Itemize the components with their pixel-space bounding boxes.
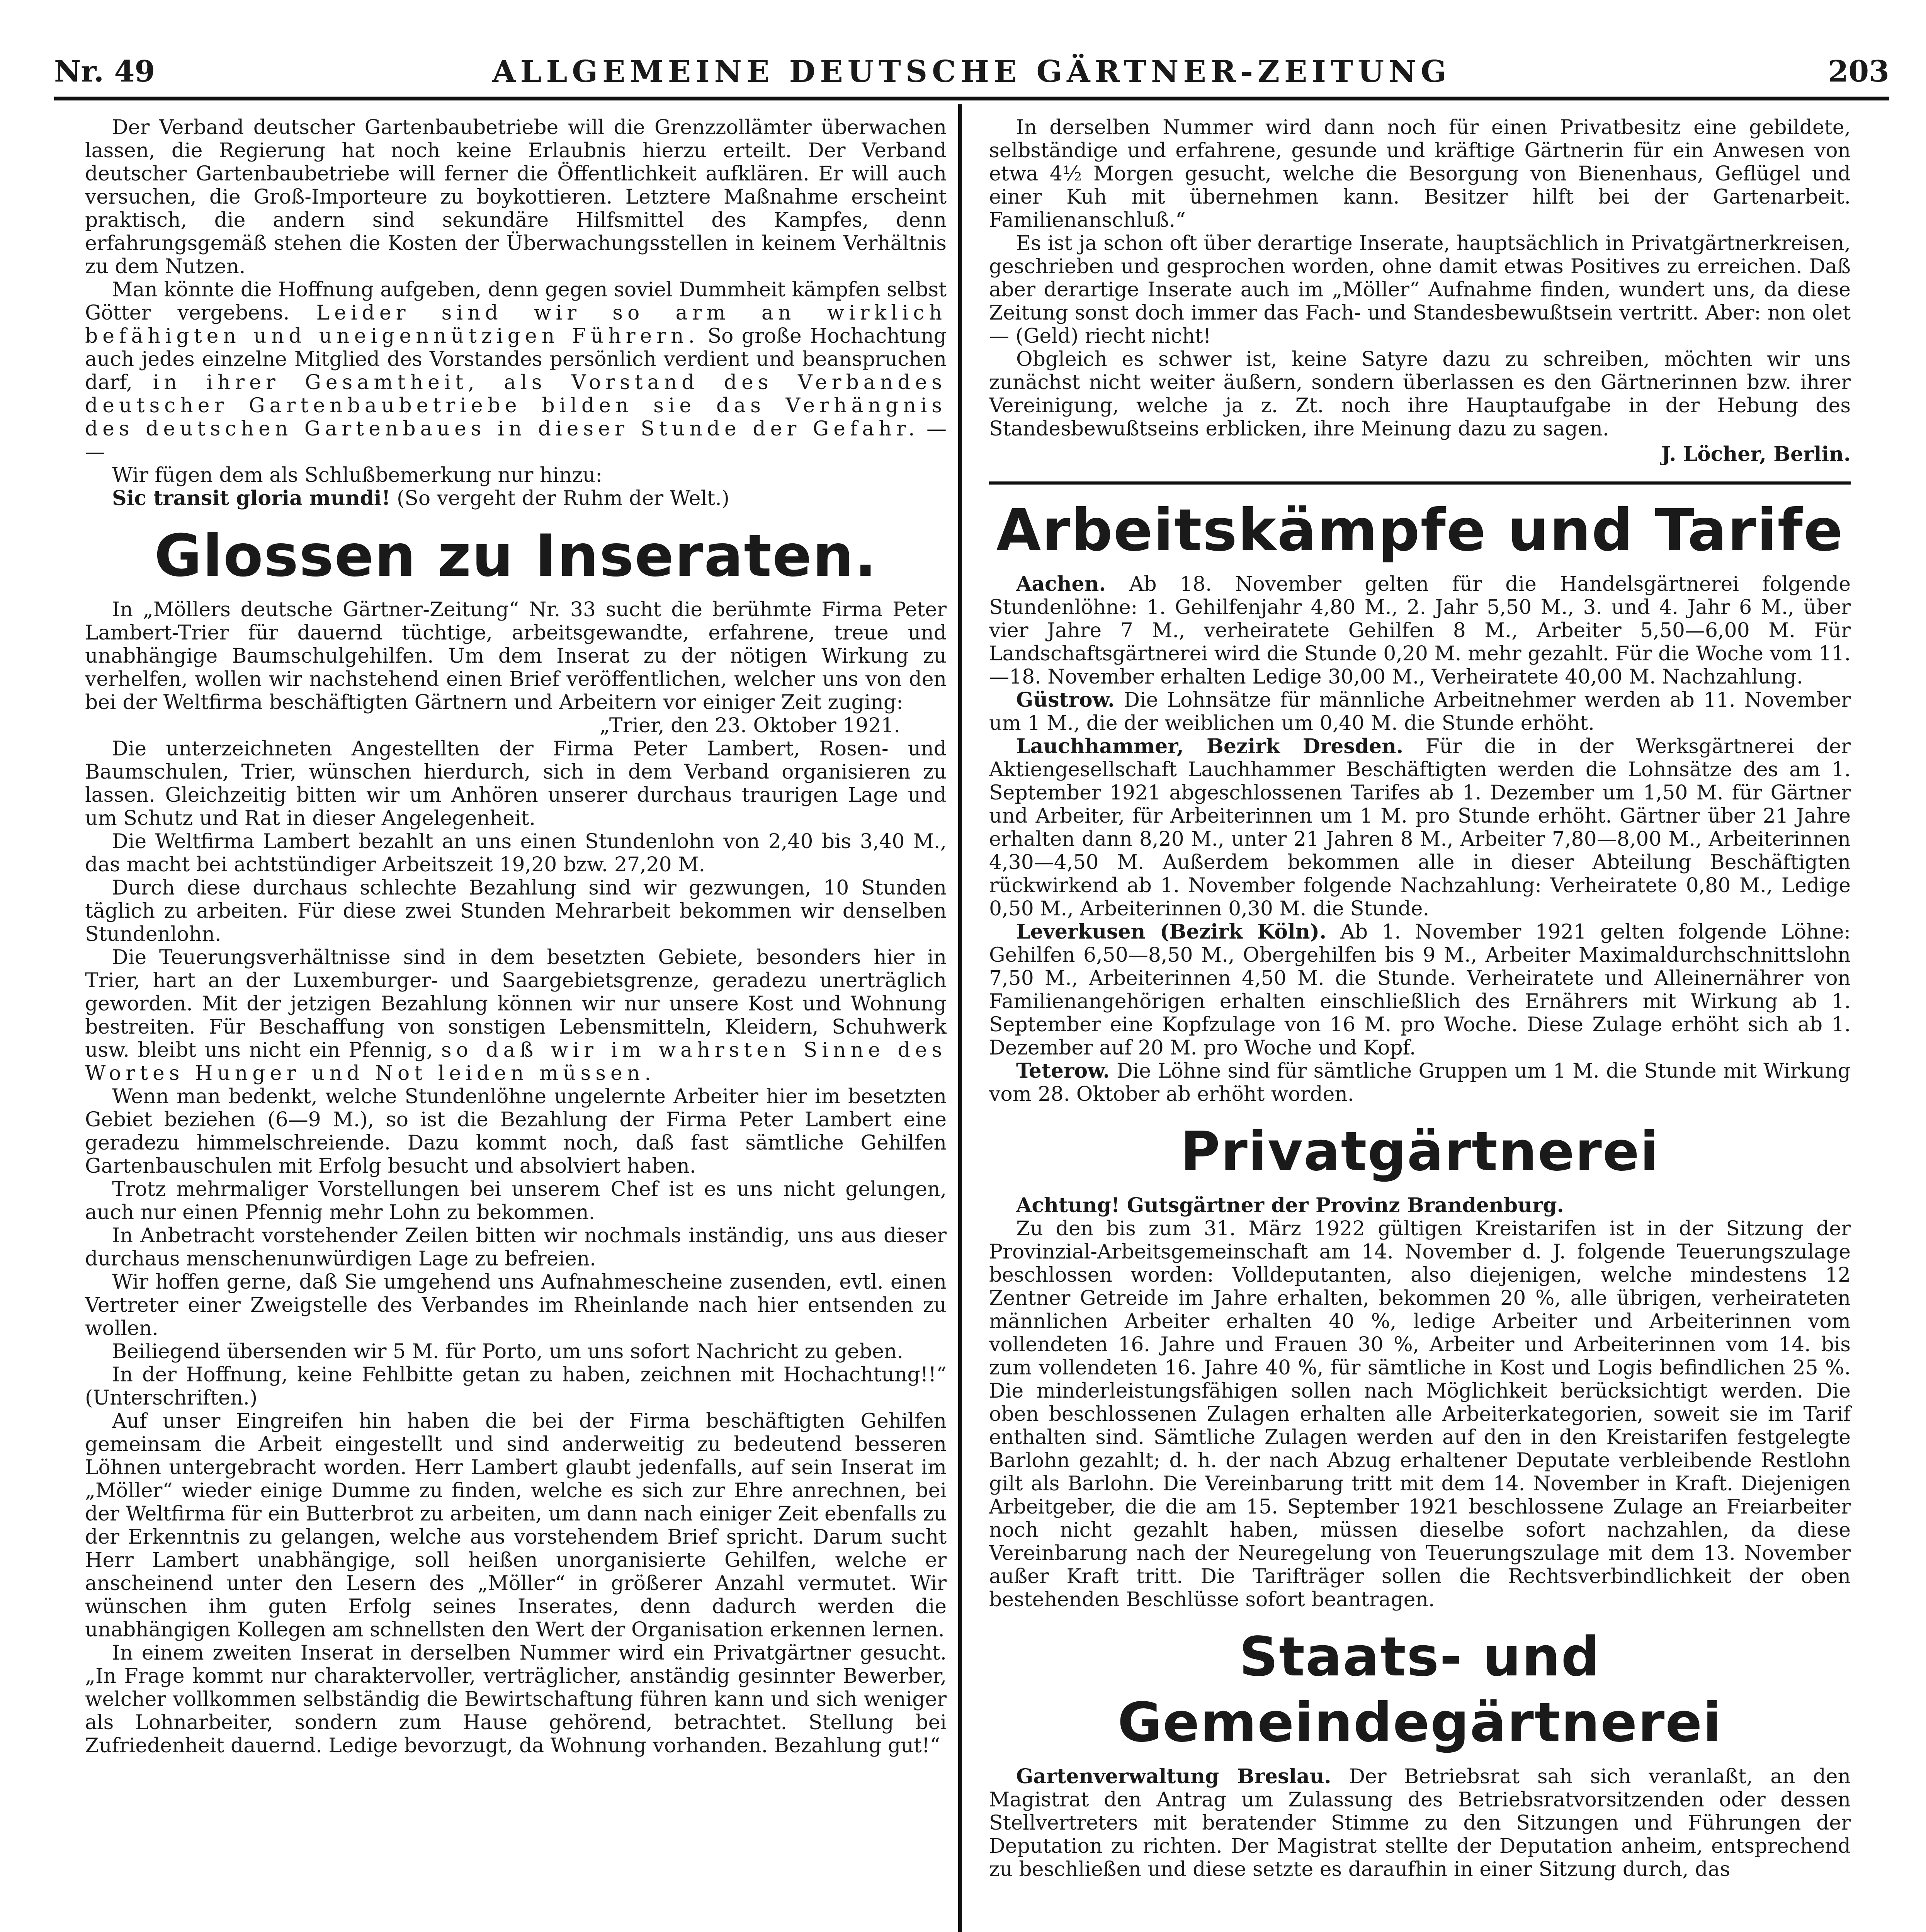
paragraph: Der Verband deutscher Gartenbaubetriebe will die Grenzzollämter überwachen lassen, die Regierung hat noch keine Erlaubnis hierzu erteilt. Der Verband deutscher Gartenbaubetriebe will ferner die Öffentlichkeit aufklären. Er will auch versuchen, die Groß-Importeure zu boykottieren. Letztere Maßnahme erscheint praktisch, die andern sind sekundäre Hilfsmittel des Kampfes, denn erfahrungsgemäß stehen die Kosten der Überwachungsstellen in keinem Verhältnis zu dem Nutzen. [85, 116, 947, 278]
text-run: Die Löhne sind für sämtliche Gruppen um 1 M. die Stunde mit Wirkung vom 28. Oktober ab erhöht worden. [989, 1060, 1851, 1106]
paragraph: Es ist ja schon oft über derartige Inserate, hauptsächlich in Privatgärtnerkreisen, geschrieben und gesprochen worden, ohne damit etwas Positives zu erreichen. Daß aber derartige Inserate auch im „Möller“ Aufnahme finden, wundert uns, da diese Zeitung sonst doch immer das Fach- und Standesbewußtsein vertritt. Aber: non olet — (Geld) riecht nicht! [989, 232, 1851, 348]
paragraph [989, 689, 1851, 735]
text-run: Die Teuerungsverhältnisse sind in dem besetzten Gebiete, besonders hier in Trier, hart an der Luxemburger- und Saargebietsgrenze, geradezu unerträglich geworden. Mit der jetzigen Bezahlung können wir nur unsere Kost und Wohnung bestreiten. Für Beschaffung von sonstigen Lebensmitteln, Kleidern, Schuhwerk usw. bleibt uns nicht ein Pfennig, [85, 946, 947, 1062]
spaced-text: in ihrer Gesamtheit, als Vorstand des Verbandes deutscher Gartenbaubetriebe bilden sie das Verhängnis des deutschen Gartenbaues in dieser Stunde der Gefahr. [85, 371, 947, 440]
newspaper-title: ALLGEMEINE DEUTSCHE GÄRTNER-ZEITUNG [492, 54, 1451, 89]
paragraph: Obgleich es schwer ist, keine Satyre dazu zu schreiben, möchten wir uns zunächst nicht weiter äußern, sondern überlassen es den Gärtnerinnen bzw. ihrer Vereinigung, welche ja z. Zt. noch ihre Hauptaufgabe in der Hebung des Standesbewußtseins erblicken, ihre Meinung dazu zu sagen. [989, 348, 1851, 440]
spaced-text: Leider sind wir so arm an wirklich befähigten und uneigennützigen Führern. [85, 301, 947, 348]
paragraph [989, 1060, 1851, 1106]
right-column [989, 116, 1851, 1881]
left-column [85, 116, 947, 1757]
paragraph: Wir hoffen gerne, daß Sie umgehend uns Aufnahmescheine zusenden, evtl. einen Vertreter einer Zweigstelle des Verbandes im Rheinlande nach hier entsenden zu wollen. [85, 1270, 947, 1340]
letter-date: „Trier, den 23. Oktober 1921. [599, 714, 900, 737]
paragraph [85, 278, 947, 464]
section-heading-staatsgaertnerei: Staats- und Gemeindegärtnerei [1117, 1626, 1722, 1754]
paragraph: In einem zweiten Inserat in derselben Nummer wird ein Privatgärtner gesucht. „In Frage kommt nur charaktervoller, verträglicher, anständig gesinnter Bewerber, welcher vollkommen selbständig die Bewirtschaftung führen kann und sich weniger als Lohnarbeiter, sondern zum Hause gehörend, betrachtet. Stellung bei Zufriedenheit dauernd. Ledige bevorzugt, da Wohnung vorhanden. Bezahlung gut!“ [85, 1641, 947, 1757]
section-heading-arbeitskaempfe: Arbeitskämpfe und Tarife [996, 497, 1844, 564]
text-run: Für die in der Werksgärtnerei der Aktiengesellschaft Lauchhammer Beschäftigten werden die Lohnsätze des am 1. September 1921 abgeschlossenen Tarifes ab 1. Dezember um 1,50 M. für Gärtner und Arbeiter, für Arbeiterinnen um 1 M. pro Stunde erhöht. Gärtner über 21 Jahre erhalten dann 8,20 M., unter 21 Jahren 8 M., Arbeiter 7,80—8,00 M., Arbeiterinnen 4,30—4,50 M. Außerdem bekommen alle in dieser Abteilung Beschäftigten rückwirkend ab 1. November folgende Nachzahlung: Verheiratete 0,80 M., Ledige 0,50 M., Arbeiterinnen 0,30 M. die Stunde. [989, 735, 1851, 920]
place-label: Gartenverwaltung Breslau. [1016, 1765, 1331, 1788]
paragraph [85, 487, 947, 510]
paragraph: In Anbetracht vorstehender Zeilen bitten wir nochmals inständig, uns aus dieser durchaus menschenunwürdigen Lage zu befreien. [85, 1224, 947, 1270]
text-run: — — [85, 417, 947, 464]
paragraph: Zu den bis zum 31. März 1922 gültigen Kreistarifen ist in der Sitzung der Provinzial-Arbeitsgemeinschaft am 14. November d. J. folgende Teuerungszulage beschlossen worden: Volldeputanten, also diejenigen, welche mindestens 12 Zentner Getreide im Jahre erhalten, bekommen 20 %, alle übrigen, verheirateten männlichen Arbeiter erhalten 40 %, ledige Arbeiter und Arbeiterinnen vom vollendeten 16. Jahre und Frauen 30 %, Arbeiter und Arbeiterinnen vom 14. bis zum vollendeten 16. Jahre 40 %, für sämtliche in Kost und Logis befindlichen 25 %. Die minderleistungsfähigen sollen nach Möglichkeit berücksichtigt werden. Die oben beschlossenen Zulagen erhalten alle Arbeiterkategorien, soweit sie im Tarif enthalten sind. Sämtliche Zulagen werden auf den in den Kreistarifen festgelegte Barlohn gezahlt; d. h. der nach Abzug erhaltener Deputate verbleibende Restlohn gilt als Barlohn. Die Vereinbarung tritt mit dem 14. November in Kraft. Diejenigen Arbeitgeber, die die am 15. September 1921 beschlossene Zulage an Freiarbeiter noch nicht gezahlt haben, müssen dieselbe sofort nachzahlen, da diese Vereinbarung nach der Neuregelung von Teuerungszulage mit dem 13. November außer Kraft tritt. Die Tarifträger sollen die Rechtsverbindlichkeit der oben bestehenden Beschlüsse sofort beantragen. [989, 1217, 1851, 1611]
place-label: Teterow. [1016, 1059, 1110, 1083]
notice-label: Achtung! Gutsgärtner der Provinz Brandenburg. [1016, 1194, 1564, 1217]
paragraph: In derselben Nummer wird dann noch für einen Privatbesitz eine gebildete, selbständige und erfahrene, gesunde und kräftige Gärtnerin für ein Anwesen von etwa 4½ Morgen gesucht, welche die Besorgung von Bienenhaus, Geflügel und einer Kuh mit übernehmen kann. Besitzer hilft bei der Gartenarbeit. Familienanschluß.“ [989, 116, 1851, 232]
header-rule [54, 97, 1889, 100]
paragraph: Durch diese durchaus schlechte Bezahlung sind wir gezwungen, 10 Stunden täglich zu arbeiten. Für diese zwei Stunden Mehrarbeit bekommen wir denselben Stundenlohn. [85, 876, 947, 946]
spaced-text: so daß wir im wahrsten Sinne des Wortes Hunger und Not leiden müssen. [85, 1039, 947, 1085]
place-label: Lauchhammer, Bezirk Dresden. [1016, 735, 1404, 758]
place-label: Güstrow. [1016, 688, 1115, 712]
paragraph: Wenn man bedenkt, welche Stundenlöhne ungelernte Arbeiter hier im besetzten Gebiet beziehen (6—9 M.), so ist die Bezahlung der Firma Peter Lambert eine geradezu himmelschreiende. Dazu kommt noch, daß fast sämtliche Gehilfen Gartenbauschulen mit Erfolg besucht und absolviert haben. [85, 1085, 947, 1178]
paragraph: Auf unser Eingreifen hin haben die bei der Firma beschäftigten Gehilfen gemeinsam die Arbeit eingestellt und sind anderweitig zu bedeutend besseren Löhnen untergebracht worden. Herr Lambert glaubt jedenfalls, auf sein Inserat im „Möller“ wieder einige Dumme zu finden, welche es sich zur Ehre anrechnen, bei der Weltfirma für ein Butterbrot zu arbeiten, um dann nach einiger Zeit ebenfalls zu der Erkenntnis zu gelangen, welche aus vorstehendem Brief spricht. Darum sucht Herr Lambert unabhängige, soll heißen unorganisierte Gehilfen, welche er anscheinend unter den Lesern des „Möller“ in größerer Anzahl vermutet. Wir wünschen ihm guten Erfolg seines Inserates, denn dadurch werden die unabhängigen Kollegen am schnellsten den Wert der Organisation erkennen lernen. [85, 1410, 947, 1641]
place-label: Aachen. [1016, 572, 1106, 596]
text-run: Die Lohnsätze für männliche Arbeitnehmer werden ab 11. November um 1 M., die der weiblichen um 0,40 M. die Stunde erhöht. [989, 689, 1851, 735]
column-divider [958, 104, 962, 1932]
text-run: So große Hochachtung auch jedes einzelne Mitglied des Vorstandes persönlich verdient und beanspruchen darf, [85, 325, 947, 394]
paragraph: Wir fügen dem als Schlußbemerkung nur hinzu: [112, 464, 602, 487]
place-label: Leverkusen (Bezirk Köln). [1016, 920, 1327, 944]
paragraph [989, 735, 1851, 920]
author-signature: J. Löcher, Berlin. [1661, 442, 1851, 466]
paragraph [989, 573, 1851, 689]
text-run: Ab 18. November gelten für die Handelsgärtnerei folgende Stundenlöhne: 1. Gehilfenjahr 4,80 M., 2. Jahr 5,50 M., 3. und 4. Jahr 6 M., über vier Jahre 7 M., verheiratete Gehilfen 8 M., Arbeiter 5,50—6,00 M. Für Landschaftsgärtnerei wird die Stunde 0,20 M. mehr gezahlt. Für die Woche vom 11.—18. November erhalten Ledige 30,00 M., Verheiratete 40,00 M. Nachzahlung. [989, 573, 1851, 689]
section-heading-privatgaertnerei: Privatgärtnerei [1180, 1120, 1659, 1183]
paragraph: Beiliegend übersenden wir 5 M. für Porto, um uns sofort Nachricht zu geben. [112, 1340, 903, 1363]
page-number-left: Nr. 49 [54, 54, 155, 88]
translation: (So vergeht der Ruhm der Welt.) [397, 487, 729, 510]
paragraph: Trotz mehrmaliger Vorstellungen bei unserem Chef ist es uns nicht gelungen, auch nur einen Pfennig mehr Lohn zu bekommen. [85, 1178, 947, 1224]
text-run: Der Betriebsrat sah sich veranlaßt, an den Magistrat den Antrag um Zulassung des Betriebsratvorsitzenden oder dessen Stellvertreters mit beratender Stimme zu den Sitzungen und Führungen der Deputation zu richten. Der Magistrat stellte der Deputation anheim, entsprechend zu beschließen und diese setzte es daraufhin in einer Sitzung durch, das [989, 1765, 1851, 1881]
paragraph [989, 920, 1851, 1060]
section-rule [989, 481, 1851, 485]
paragraph: In der Hoffnung, keine Fehlbitte getan zu haben, zeichnen mit Hochachtung!!“ (Unterschriften.) [85, 1363, 947, 1410]
paragraph [85, 946, 947, 1085]
text-run: Man könnte die Hoffnung aufgeben, denn gegen soviel Dummheit kämpfen selbst Götter vergebens. [85, 278, 947, 325]
paragraph: Die Weltfirma Lambert bezahlt an uns einen Stundenlohn von 2,40 bis 3,40 M., das macht bei achtstündiger Arbeitszeit 19,20 bzw. 27,20 M. [85, 830, 947, 876]
page-number-right: 203 [1828, 54, 1889, 88]
page-header [54, 43, 1889, 93]
paragraph: Die unterzeichneten Angestellten der Firma Peter Lambert, Rosen- und Baumschulen, Trier, wünschen hierdurch, sich in dem Verband organisieren zu lassen. Gleichzeitig bitten wir um Anhören unserer durchaus traurigen Lage und um Schutz und Rat in dieser Angelegenheit. [85, 737, 947, 830]
latin-quote: Sic transit gloria mundi! [112, 486, 391, 510]
text-run: Ab 1. November 1921 gelten folgende Löhne: Gehilfen 6,50—8,50 M., Obergehilfen bis 9 M., Arbeiter Maximaldurchschnittslohn 7,50 M., Arbeiterinnen 4,50 M. die Stunde. Verheiratete und Alleinernährer von Familienangehörigen erhalten einschließlich des Ernährers mit Wirkung ab 1. September eine Kopfzulage von 16 M. pro Woche. Diese Zulage erhöht sich ab 1. Dezember auf 20 M. pro Woche und Kopf. [989, 920, 1851, 1060]
section-heading-glossen: Glossen zu Inseraten. [154, 522, 877, 590]
paragraph: In „Möllers deutsche Gärtner-Zeitung“ Nr. 33 sucht die berühmte Firma Peter Lambert-Trier für dauernd tüchtige, arbeitsgewandte, erfahrene, treue und unabhängige Baumschulgehilfen. Um dem Inserat zu der nötigen Wirkung zu verhelfen, wollen wir nachstehend einen Brief veröffentlichen, welcher uns von den bei der Weltfirma beschäftigten Gärtnern und Arbeitern vor einiger Zeit zuging: [85, 598, 947, 714]
paragraph [989, 1765, 1851, 1881]
